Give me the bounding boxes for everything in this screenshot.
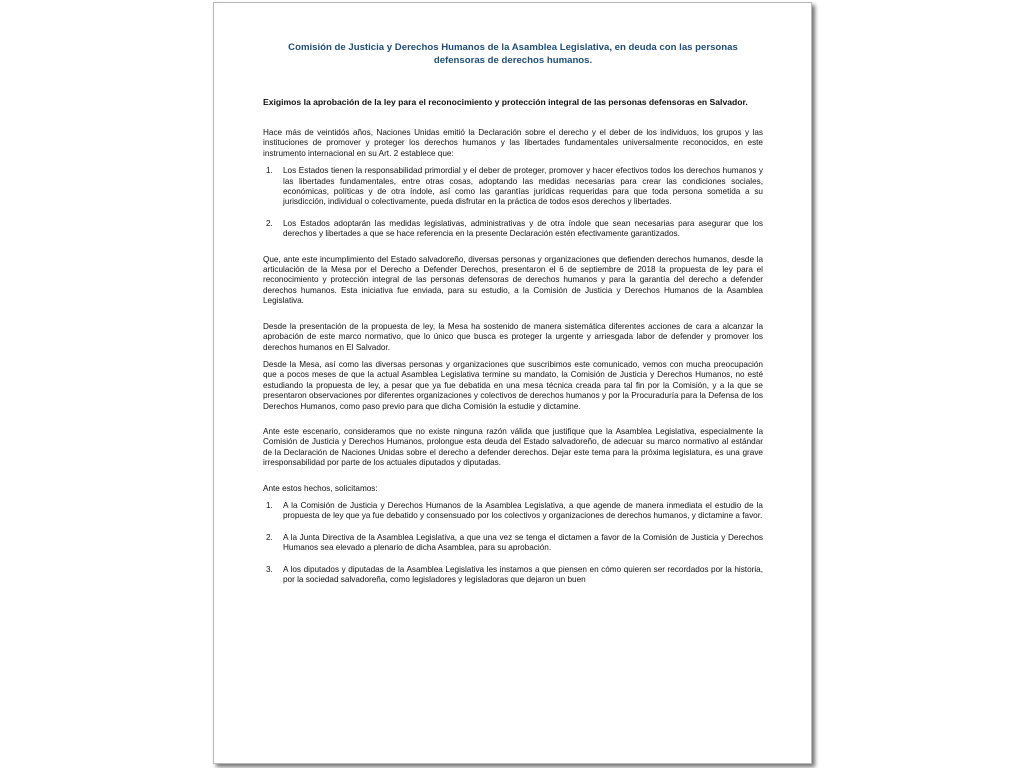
request-item-text: A la Comisión de Justicia y Derechos Humanos de la Asamblea Legislativa, a que agende de manera inmediata el estudio de la propuesta de ley que ya fue debatido y consensuado por los colectivos y organizaciones de derechos humanos, y dictamine a favor. bbox=[283, 500, 763, 521]
article-item-text: Los Estados tienen la responsabilidad primordial y el deber de proteger, promover y hacer efectivos todos los derechos humanos y las libertades fundamentales, entre otras cosas, adoptando las medidas necesarias para crear las condiciones sociales, económicas, políticas y de otra índole, así como las garantías jurídicas requeridas para que toda persona sometida a su jurisdicción, individual o colectivamente, pueda disfrutar en la práctica de todos esos derechos y libertades. bbox=[283, 166, 763, 207]
document-title: Comisión de Justicia y Derechos Humanos de la Asamblea Legislativa, en deuda con las personas defensoras de derechos humanos. bbox=[288, 42, 738, 66]
article-item-number: 1. bbox=[266, 166, 273, 176]
request-item bbox=[266, 532, 763, 554]
article-item-number: 2. bbox=[266, 218, 273, 228]
request-item bbox=[266, 564, 763, 586]
requests-intro: Ante estos hechos, solicitamos: bbox=[263, 483, 378, 493]
document-subtitle: Exigimos la aprobación de la ley para el reconocimiento y protección integral de las personas defensoras en Salvador. bbox=[263, 97, 748, 107]
request-item-text: A los diputados y diputadas de la Asamblea Legislativa les instamos a que piensen en cómo quieren ser recordados por la historia, por la sociedad salvadoreña, como legisladores y legisladoras que dejaron un buen bbox=[283, 564, 763, 584]
article-item bbox=[266, 218, 763, 240]
request-item-number: 1. bbox=[266, 500, 273, 510]
document-page bbox=[213, 2, 812, 764]
request-item-text: A la Junta Directiva de la Asamblea Legislativa, a que una vez se tenga el dictamen a favor de la Comisión de Justicia y Derechos Humanos sea elevado a plenario de dicha Asamblea, para su aprobación. bbox=[283, 532, 763, 553]
body-paragraph: Que, ante este incumplimiento del Estado salvadoreño, diversas personas y organizaciones que defienden derechos humanos, desde la articulación de la Mesa por el Derecho a Defender Derechos, presentaron el 6 de septiembre de 2018 la propuesta de ley para el reconocimiento y protección integral de las personas defensoras de derechos humanos y para la garantía del derecho a defender derechos humanos. Esta iniciativa fue enviada, para su estudio, a la Comisión de Justicia y Derechos Humanos de la Asamblea Legislativa. bbox=[263, 254, 763, 306]
request-item-number: 3. bbox=[266, 564, 273, 574]
article-list bbox=[263, 166, 763, 239]
intro-paragraph: Hace más de veintidós años, Naciones Unidas emitió la Declaración sobre el derecho y el deber de los individuos, los grupos y las instituciones de promover y proteger los derechos humanos y las libertades fundamentales universalmente reconocidos, en este instrumento internacional en su Art. 2 establece que: bbox=[263, 128, 763, 158]
body-paragraph: Desde la Mesa, así como las diversas personas y organizaciones que suscribimos este comunicado, vemos con mucha preocupación que a pocos meses de que la actual Asamblea Legislativa termine su mandato, la Comisión de Justicia y Derechos Humanos, no esté estudiando la propuesta de ley, a pesar que ya fue debatida en una mesa técnica creada para tal fin por la Comisión, y a la que se presentaron observaciones por diferentes organizaciones y colectivos de derechos humanos y por la Procuraduría para la Defensa de los Derechos Humanos, como paso previo para que dicha Comisión la estudie y dictamine. bbox=[263, 359, 763, 411]
article-item-text: Los Estados adoptarán las medidas legislativas, administrativas y de otra índole que sean necesarias para asegurar que los derechos y libertades a que se hace referencia en la presente Declaración estén efectivamente garantizados. bbox=[283, 218, 763, 239]
body-paragraph: Ante este escenario, consideramos que no existe ninguna razón válida que justifique que la Asamblea Legislativa, especialmente la Comisión de Justicia y Derechos Humanos, prolongue esta deuda del Estado salvadoreño, de adecuar su marco normativo al estándar de la Declaración de Naciones Unidas sobre el derecho a defender derechos. Dejar este tema para la próxima legislatura, es una grave irresponsabilidad por parte de los actuales diputados y diputadas. bbox=[263, 426, 763, 468]
requests-list bbox=[263, 501, 763, 585]
request-item bbox=[266, 500, 763, 522]
body-paragraph: Desde la presentación de la propuesta de ley, la Mesa ha sostenido de manera sistemática diferentes acciones de cara a alcanzar la aprobación de este marco normativo, que lo único que busca es proteger la urgente y arriesgada labor de defender y promover los derechos humanos en El Salvador. bbox=[263, 321, 763, 352]
article-item bbox=[266, 166, 763, 208]
document-body bbox=[263, 41, 763, 600]
request-item-number: 2. bbox=[266, 532, 273, 542]
